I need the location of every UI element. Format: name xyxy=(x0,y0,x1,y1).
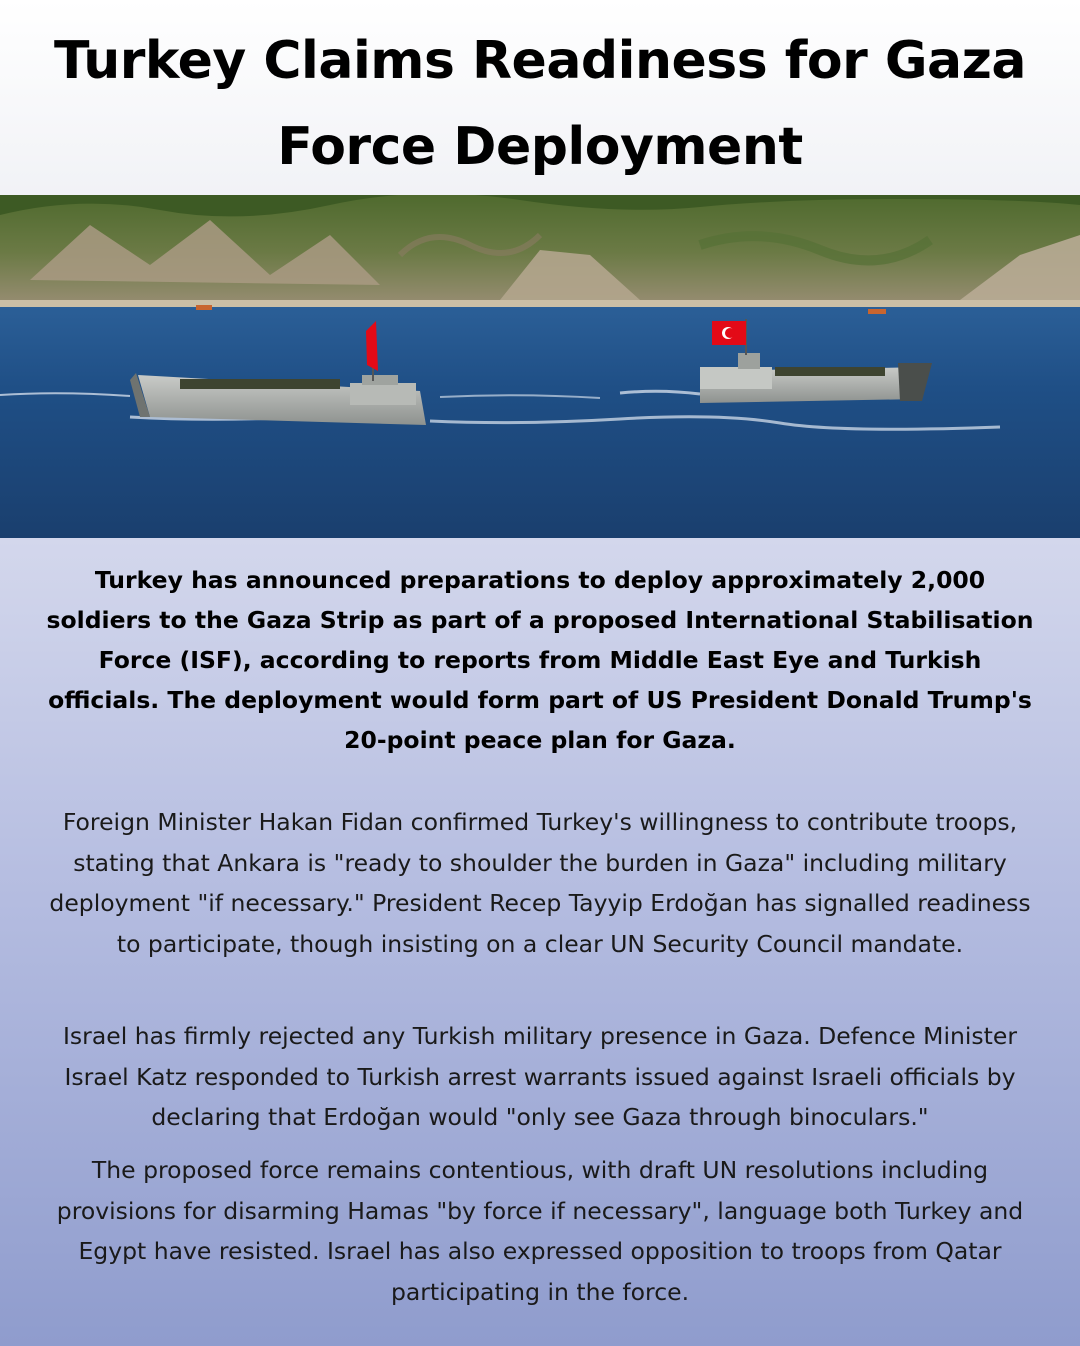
body-paragraph-3: The proposed force remains contentious, with draft UN resolutions including provisions for disarming Hamas "by force if necessary", language both Turkey and Egypt have resisted. Israel has also expressed opposition to troops from Qatar participating in the force. xyxy=(56,1156,1024,1306)
body-paragraph-1: Foreign Minister Hakan Fidan confirmed Turkey's willingness to contribute troops, stating that Ankara is "ready to shoulder the burden in Gaza" including military deployment "if necessary." President Recep Tayyip Erdoğan has signalled readiness to participate, though insisting on a clear UN Security Council mandate. xyxy=(49,808,1031,958)
news-photo-landing-craft xyxy=(0,195,1080,538)
headline: Turkey Claims Readiness for Gaza Force Deployment xyxy=(54,31,1026,177)
header-band xyxy=(0,0,1080,195)
lead-paragraph: Turkey has announced preparations to deploy approximately 2,000 soldiers to the Gaza Strip as part of a proposed International Stabilisation Force (ISF), according to reports from Middle East Eye and Turkish officials. The deployment would form part of US President Donald Trump's 20-point peace plan for Gaza. xyxy=(46,566,1034,754)
body-paragraph-2: Israel has firmly rejected any Turkish military presence in Gaza. Defence Minister Israel Katz responded to Turkish arrest warrants issued against Israeli officials by declaring that Erdoğan would "only see Gaza through binoculars." xyxy=(63,1022,1017,1131)
